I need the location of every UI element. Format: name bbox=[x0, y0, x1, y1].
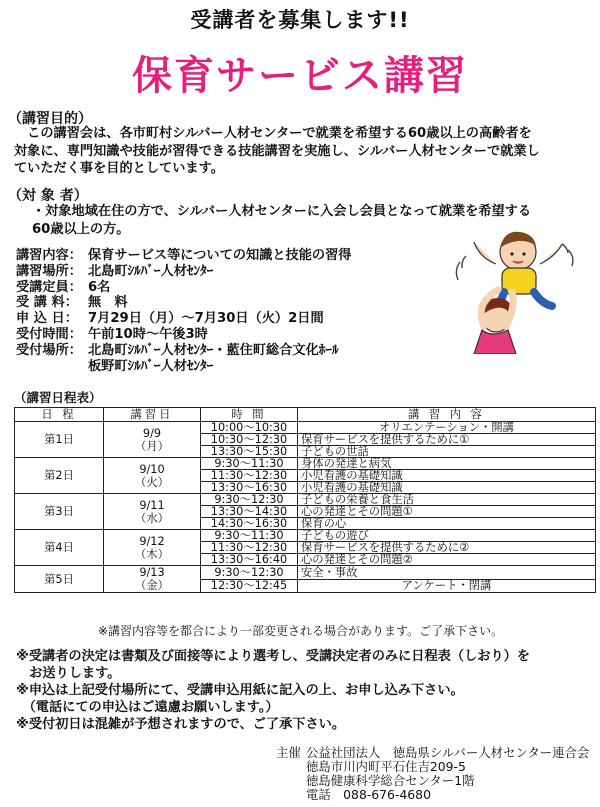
info-row bbox=[16, 295, 351, 311]
info-value: 7月29日（月）～7月30日（火）2日間 bbox=[88, 311, 324, 327]
target-line: ・対象地域在住の方で、シルバー人材センターに入会し会員となって就業を希望する bbox=[32, 204, 532, 219]
content-cell: 子どもの栄養と食生活 bbox=[298, 494, 596, 506]
content-cell: 小児看護の基礎知識 bbox=[298, 482, 596, 494]
date-cell bbox=[104, 458, 201, 494]
time-cell: 9:30～12:30 bbox=[201, 566, 298, 580]
content-cell: 保育サービスを提供するために② bbox=[298, 542, 596, 554]
info-value: 保育サービス等についての知識と技能の習得 bbox=[88, 248, 352, 263]
organizer-name: 公益社団法人 徳島県シルバー人材センター連合会 bbox=[306, 745, 590, 760]
date-text: 9/13 bbox=[139, 566, 165, 579]
purpose-line: ていただく事を目的としています。 bbox=[14, 161, 224, 176]
content-cell: 心の発達とその問題② bbox=[298, 554, 596, 566]
content-cell: 保育サービスを提供するために① bbox=[298, 434, 596, 446]
time-cell: 9:30～12:30 bbox=[201, 494, 298, 506]
time-cell: 10:30～12:30 bbox=[201, 434, 298, 446]
info-value: 北島町ｼﾙﾊﾞｰ人材ｾﾝﾀｰ bbox=[88, 263, 214, 279]
purpose-heading: （講習目的） bbox=[8, 111, 92, 127]
organizer-block bbox=[306, 746, 589, 802]
organizer-phone: 電話 088-676-4680 bbox=[306, 787, 431, 802]
table-header-row bbox=[15, 408, 596, 422]
table-row bbox=[15, 458, 596, 470]
content-cell: 子どもの世話 bbox=[298, 446, 596, 458]
target-heading: （対 象 者） bbox=[8, 188, 88, 204]
info-row bbox=[16, 327, 351, 343]
info-value: 北島町ｼﾙﾊﾞｰ人材ｾﾝﾀｰ・藍住町総合文化ﾎｰﾙ bbox=[88, 342, 339, 358]
purpose-line: この講習会は、各市町村シルバー人材センターで就業を希望する60歳以上の高齢者を bbox=[14, 126, 532, 141]
info-label: 受 講 料： bbox=[16, 295, 78, 311]
course-info bbox=[16, 248, 351, 374]
purpose-text bbox=[14, 125, 598, 178]
time-cell: 13:30～16:40 bbox=[201, 554, 298, 566]
content-cell: 小児看護の基礎知識 bbox=[298, 470, 596, 482]
time-cell: 14:30～16:30 bbox=[201, 518, 298, 530]
date-cell bbox=[104, 530, 201, 566]
time-cell: 12:30～12:45 bbox=[201, 579, 298, 593]
info-row bbox=[16, 311, 351, 327]
info-row bbox=[16, 264, 351, 280]
weekday-text: （月） bbox=[135, 439, 169, 453]
page-title: 保育サービス講習 bbox=[132, 53, 468, 99]
organizer-address: 徳島市川内町平石住吉209-5 bbox=[306, 759, 466, 774]
info-label: 申 込 日： bbox=[16, 311, 78, 327]
time-cell: 11:30～12:30 bbox=[201, 542, 298, 554]
note-line: お送りします。 bbox=[16, 666, 121, 681]
date-text: 9/10 bbox=[139, 462, 165, 476]
content-cell: 安全・事故 bbox=[298, 566, 596, 580]
table-row bbox=[15, 422, 596, 434]
date-cell bbox=[104, 566, 201, 593]
info-label: 講習場所： bbox=[16, 263, 82, 279]
time-cell: 13:30～15:30 bbox=[201, 446, 298, 458]
column-header: 時 間 bbox=[201, 408, 298, 422]
day-cell: 第1日 bbox=[15, 422, 104, 458]
note-line: ※受講者の決定は書類及び面接等により選考し、受講決定者のみに日程表（しおり）を bbox=[16, 649, 530, 664]
info-row bbox=[16, 343, 351, 359]
notes bbox=[16, 648, 530, 733]
note-line: ※受付初日は混雑が予想されますので、ご了承下さい。 bbox=[16, 717, 346, 732]
info-label: 受講定員： bbox=[16, 279, 82, 295]
day-cell: 第3日 bbox=[15, 494, 104, 530]
content-cell: 心の発達とその問題① bbox=[298, 506, 596, 518]
table-row bbox=[15, 566, 596, 580]
mother-and-baby-illustration bbox=[452, 222, 580, 354]
weekday-text: （火） bbox=[135, 475, 169, 489]
day-cell: 第4日 bbox=[15, 530, 104, 566]
content-cell: 子どもの遊び bbox=[298, 530, 596, 542]
date-text: 9/12 bbox=[139, 534, 165, 548]
day-cell: 第2日 bbox=[15, 458, 104, 494]
time-cell: 10:00～10:30 bbox=[201, 422, 298, 434]
date-text: 9/11 bbox=[139, 498, 165, 512]
content-cell: オリエンテーション・開講 bbox=[298, 422, 596, 434]
info-value: 6名 bbox=[88, 279, 111, 295]
info-row bbox=[16, 248, 351, 264]
time-cell: 11:30～12:30 bbox=[201, 470, 298, 482]
time-cell: 13:30～16:30 bbox=[201, 482, 298, 494]
weekday-text: （木） bbox=[135, 547, 169, 561]
column-header: 講習日 bbox=[104, 408, 201, 422]
column-header: 日 程 bbox=[15, 408, 104, 422]
content-cell: 身体の発達と病気 bbox=[298, 458, 596, 470]
info-value: 板野町ｼﾙﾊﾞｰ人材ｾﾝﾀｰ bbox=[88, 358, 214, 374]
date-cell bbox=[104, 494, 201, 530]
headline: 受講者を募集します!! bbox=[190, 8, 410, 32]
organizer-label: 主催 bbox=[276, 745, 301, 760]
schedule-heading: （講習日程表） bbox=[14, 390, 102, 405]
time-cell: 9:30～11:30 bbox=[201, 530, 298, 542]
time-cell: 13:30～14:30 bbox=[201, 506, 298, 518]
info-label: 受付時間： bbox=[16, 326, 82, 342]
info-label: 受付場所： bbox=[16, 342, 82, 358]
schedule-table bbox=[14, 407, 596, 593]
date-cell bbox=[104, 422, 201, 458]
info-value: 無 料 bbox=[88, 295, 128, 311]
organizer-building: 徳島健康科学総合センター1階 bbox=[306, 773, 475, 788]
content-cell: アンケート・閉講 bbox=[298, 579, 596, 593]
content-cell: 保育の心 bbox=[298, 518, 596, 530]
target-line: 60歳以上の方。 bbox=[32, 221, 130, 237]
weekday-text: （金） bbox=[135, 579, 169, 592]
info-row bbox=[16, 280, 351, 296]
weekday-text: （水） bbox=[135, 511, 169, 525]
info-value: 午前10時～午後3時 bbox=[88, 326, 208, 342]
column-header: 講 習 内 容 bbox=[298, 408, 596, 422]
info-label bbox=[16, 359, 88, 375]
note-line: （電話にての申込はご遠慮お願いします。） bbox=[16, 700, 279, 715]
info-label: 講習内容： bbox=[16, 248, 82, 263]
note-line: ※申込は上記受付場所にて、受講申込用紙に記入の上、お申し込み下さい。 bbox=[16, 683, 464, 698]
schedule-body bbox=[15, 422, 596, 593]
schedule-footnote: ※講習内容等を都合により一部変更される場合があります。ご了承下さい。 bbox=[98, 624, 504, 638]
date-text: 9/9 bbox=[142, 426, 162, 440]
day-cell: 第5日 bbox=[15, 566, 104, 593]
info-row bbox=[16, 359, 351, 375]
table-row bbox=[15, 494, 596, 506]
purpose-line: 対象に、専門知識や技能が習得できる技能講習を実施し、シルバー人材センターで就業し bbox=[14, 143, 540, 159]
time-cell: 9:30～11:30 bbox=[201, 458, 298, 470]
table-row bbox=[15, 530, 596, 542]
